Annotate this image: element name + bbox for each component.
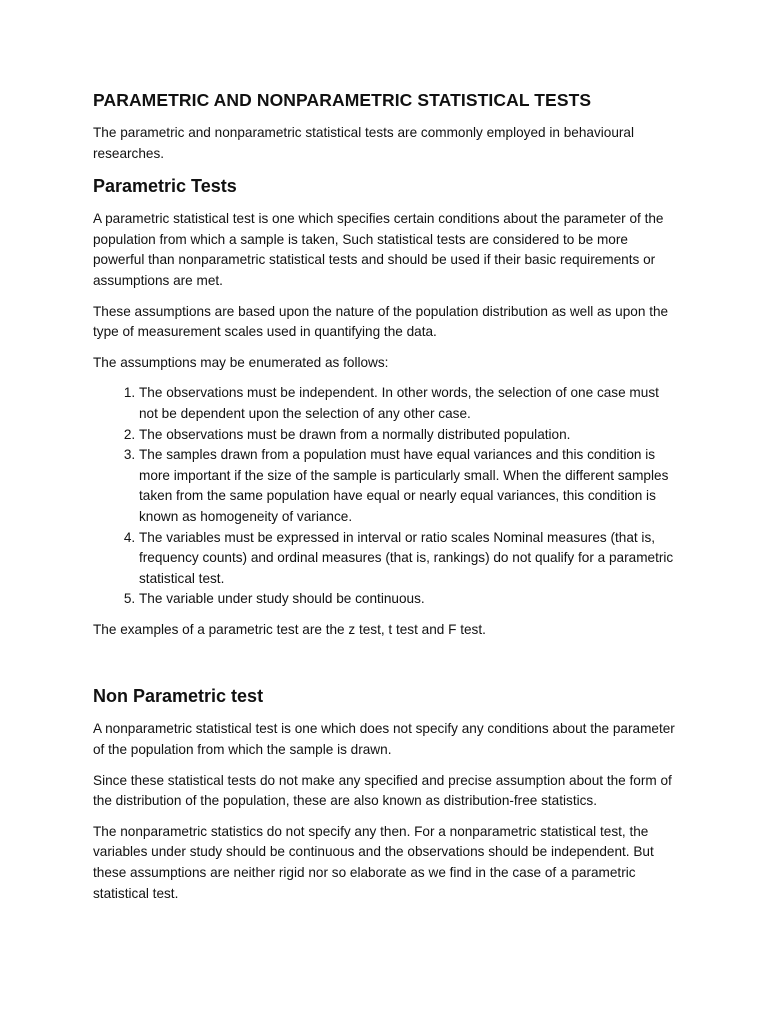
nonparametric-paragraph-1: A nonparametric statistical test is one which does not specify any conditions about the parameter of the population from which the sample is drawn. bbox=[93, 721, 675, 758]
nonparametric-paragraph-2: Since these statistical tests do not make any specified and precise assumption about the form of the distribution of the population, these are also known as distribution-free statistics. bbox=[93, 772, 672, 809]
parametric-heading: Parametric Tests bbox=[93, 176, 237, 197]
list-item: 3. The samples drawn from a population must have equal variances and this condition is more important if the size of the sample is particularly small. When the different samples taken from the same population have equal or nearly equal variances, this condition is known as homogeneity of variance. bbox=[139, 445, 676, 527]
list-item: 4. The variables must be expressed in interval or ratio scales Nominal measures (that is, frequency counts) and ordinal measures (that is, rankings) do not qualify for a parametric statistical test. bbox=[139, 528, 676, 590]
page-title: PARAMETRIC AND NONPARAMETRIC STATISTICAL TESTS bbox=[93, 90, 592, 110]
parametric-paragraph-3: The assumptions may be enumerated as follows: bbox=[93, 354, 389, 370]
parametric-examples: The examples of a parametric test are the z test, t test and F test. bbox=[93, 621, 486, 637]
parametric-paragraph-2: These assumptions are based upon the nature of the population distribution as well as upon the type of measurement scales used in quantifying the data. bbox=[93, 303, 669, 340]
parametric-paragraph-1: A parametric statistical test is one which specifies certain conditions about the parameter of the population from which a sample is taken, Such statistical tests are considered to be more powerful than nonparametric statistical tests and should be used if their basic requirements or assumptions are met. bbox=[93, 211, 664, 288]
assumptions-list bbox=[93, 383, 676, 610]
list-item: 2. The observations must be drawn from a normally distributed population. bbox=[139, 425, 676, 446]
list-item: 5. The variable under study should be continuous. bbox=[139, 589, 676, 610]
nonparametric-paragraph-3: The nonparametric statistics do not specify any then. For a nonparametric statistical test, the variables under study should be continuous and the observations should be independent. But these assumptions are neither rigid nor so elaborate as we find in the case of a parametric statistical test. bbox=[93, 823, 654, 901]
intro-paragraph: The parametric and nonparametric statistical tests are commonly employed in behavioural researches. bbox=[93, 125, 634, 161]
list-item: 1. The observations must be independent. In other words, the selection of one case must not be dependent upon the selection of any other case. bbox=[139, 383, 676, 424]
nonparametric-heading: Non Parametric test bbox=[93, 686, 264, 707]
section-spacer bbox=[93, 650, 676, 684]
